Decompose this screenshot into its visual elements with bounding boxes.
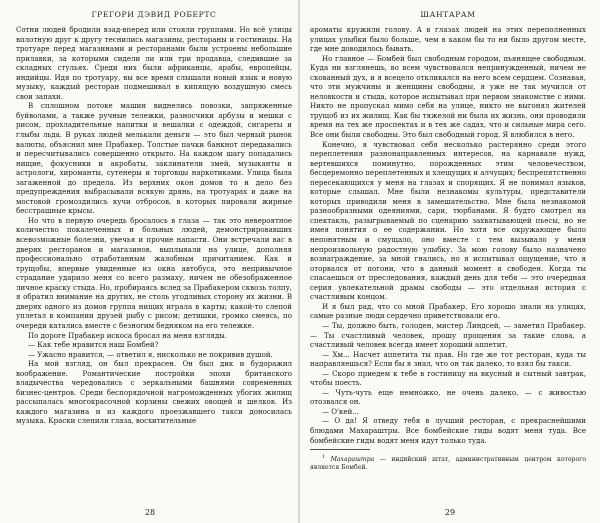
dialog-line: — Ужасно нравится, — ответил я, нисколько не покривив душой. <box>28 349 273 359</box>
paragraph: По дороге Прабакер искоса бросал на меня взгляды. <box>28 330 228 340</box>
paragraph: Но главное — Бомбей был свободным городом, пьянящее свободным. Куда ни взглянешь, во всем чувствовался непринужденный, ничем не скованный дух, и я всецело откликался на него всем сердцем. Сознавая, что эти мужчины и женщины свободны, я уже не так мучился от неловкости и стыда, которое испытывал при первом знакомстве с ними. Никто не пропускал мимо себя на улице, никто не выгонял жителей трущоб из их жилищ. Как бы тяжелой ни была их жизнь, они проводили время на тех же проспектах и в тех же садах, что и сильные мира сего. Все они были свободны. Это был свободный город. Я влюбился в него. <box>310 53 586 140</box>
right-page <box>300 0 600 523</box>
paragraph: В сплошном потоке машин виднелись повозки, запряженные буйволами, а также ручные тележки, разносчики арбузы и мешки с рисом, прохладительные напитки и вешалки с одеждой, сигареты и глыбы льда. В руках людей мелькали деньги — это был черный рынок валюты, объяснил мне Прабакер. Толстые пачки банкнот передавались и пересчитывались совершенно открыто. На каждом шагу попадались нищие, фокусники и акробаты, заклинатели змей, музыканты и астрологи, хироманты, сутенеры и торговцы наркотиками. Улица была загаженной до предела. Из верхних окон домов то и дело без предупреждения выбрасывали всякую дрянь, на тротуарах и даже на мостовой громоздились кучи отбросов, в которых пировали жирные бесстрашные крысы. <box>16 101 292 216</box>
page-number: 29 <box>444 508 456 517</box>
footnote-term: Махараштра <box>330 456 375 464</box>
paragraph: И я был рад, что со мной Прабакер. Его хорошо знали на улицах, самые разные люди сердечно приветствовали его. <box>310 301 586 321</box>
paragraph: Сотни людей бродили взад-вперед или стояли группами. Но всё улицы вплотную друг к другу теснились магазины, рестораны и гостиницы. На тротуаре перед магазинами и ресторанами были устроены небольшие прилавки, за которыми сидели ли или три продавца, следившие за складных стульях. Среди них были африканцы, арабы, европейцы, индийцы. Идя по тротуару, вы все время слышали новый язык и новую музыку, каждый ресторан подмешивал в кипящую воздушную смесь свои запахи. <box>16 25 292 101</box>
footnote: $^1$ Махараштра — индийский штат, административным центром которого является Бомбей. <box>310 454 586 472</box>
paragraph: На мой взгляд, он был прекрасен. Он был дик и будоражил воображение. Романтические постройки эпохи британского владычества чередовались с зеркальными башнями современных бизнес-центров. Среди беспорядочной нагроможденных убогих жилищ рассыпалась многокрасочной корзины свежих овощей и шелков. Из каждого магазина и из каждого проезжавшего такси доносилась музыка. Краски слепили глаза, восхитительные <box>16 359 292 426</box>
dialog-line: — О'кей... <box>322 406 359 416</box>
footnote-divider <box>310 449 370 450</box>
dialog-line: — Как тебе нравится наш Бомбей? <box>28 340 159 350</box>
right-page-text <box>310 25 586 472</box>
dialog-line: — О да! Я отведу тебя в лучший ресторан, с прекраснейшими блюдами Махараштры. Все бомбейские гиды водят меня туда. Все бомбейские гиды водят меня идут только туда. <box>310 416 586 445</box>
paragraph: Конечно, я чувствовал себя несколько растерянно среди этого переплетения разнонаправленных интересов, на карнавале нужд, вертевшихся поминутно, порожденных этим человечеством, бесцеремонно переплетенных и хлещущих и алчущих; беспрепятственно пересекающихся у меня на глазах и спорящих. Я не понимал языков, которые слышал. Мне были незнакомы культуры, представители которых приводили меня в замешательство. Мне была незнакомой разнообразными одеяниями, сари, тюрбанами. Я будто смотрел на спектакль, разыгрываемый по сценарию захватывающей пьесы, но не имея понятия о ее содержании. Но хотя все окружающее было непонятным и смущало, оно вместе с тем вызывало у меня непроизвольную радостную улыбку. За мою голову было назначено вознаграждение, за мной гнались, но я испытывал ощущение, что я оторвался от погони, что в данный момент я свободен. Когда ты спасаешься от преследования, каждый день для тебя — это очередная серия увлекательной драмы свободы — это отдельная история с счастливым концом. <box>310 139 586 302</box>
dialog-line: — Хм... Насчет аппетита ты прав. Но где же тот ресторан, куда ты направляешься? Если бы я знал, что он так далеко, то взял бы такси. <box>310 349 586 369</box>
page-number: 28 <box>144 508 156 517</box>
paragraph: ароматы кружили голову. А в глазах людей на этих переполненных улицах улыбки было больше, чем в каком бы то ни было другом месте, где мне доводилось бывать. <box>310 25 586 54</box>
paragraph: Но что в первую очередь бросалось в глаза — так это невероятное количество покалеченных и больных людей, демонстрировавших всевозможные болезни, увечья и прочие напасти. Они встречали вас в дверях ресторанов и магазинов, выплывали на улице, дополняя профессионально отработанным жалобным причитанием. Как и трущобы, впервые увиденные из окна автобуса, это непривычное страдание ударило меня со всего размаху, ничем не обезображенное личное краску стыда. Но, пробираясь вслед за Прабакером сквозь толпу, я обратил внимание на других, не столь угодливых сторону их жизни. В дверях одного из домов группа нищих играла в карты; какой-то слепой уплетал в компании друзей рыбу с рисом; детишки, громко смеясь, по очереди катались вместе с безногим бедняком на его тележке. <box>16 215 292 330</box>
left-page-text <box>16 25 292 426</box>
running-head-author: ГРЕГОРИ ДЭВИД РОБЕРТС <box>91 10 217 19</box>
dialog-line: — Чуть-чуть еще немножко, не очень далеко, — с живостью отозвался он. <box>310 387 586 407</box>
footnote-text: — индийский штат, административным центром которого является Бомбей. <box>310 456 586 472</box>
dialog-line: — Скоро приедем к тебе в гостиницу на вкусный и сытный завтрак, чтобы поесть. <box>310 368 586 388</box>
dialog-line: — Ты, должно быть, голоден, мистер Линдсей, — заметил Прабакер. — Ты счастливый человек, прошу прощения за такие слова, а счастливый человек всегда имеет хороший аппетит. <box>310 320 586 350</box>
running-head-title: ШАНТАРАМ <box>420 10 476 19</box>
